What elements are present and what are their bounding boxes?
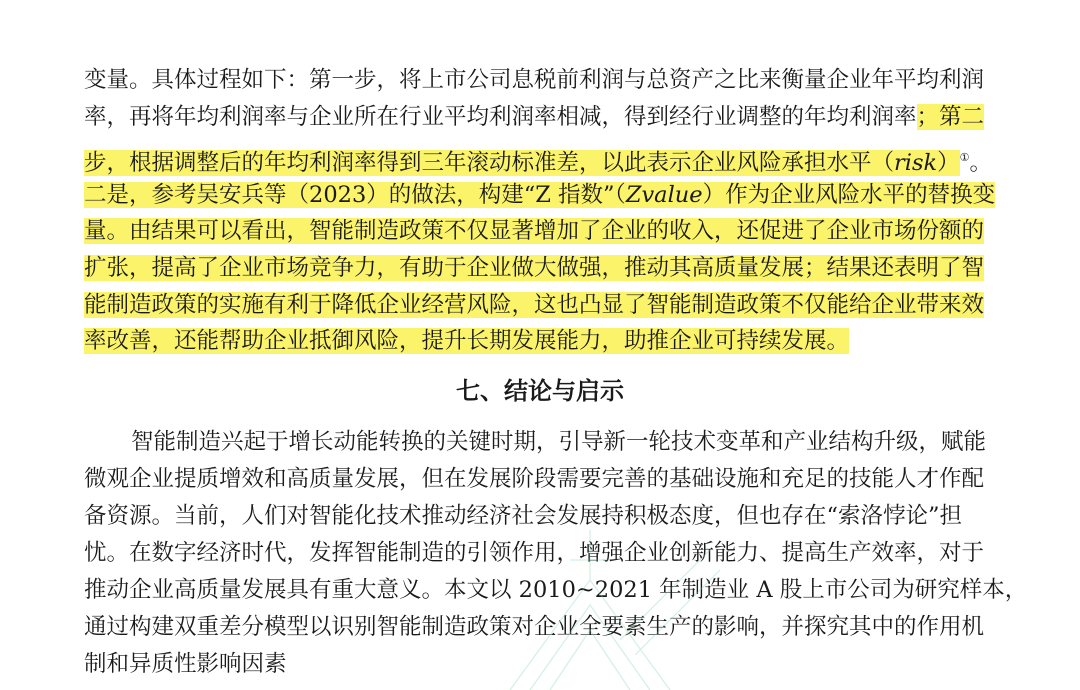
para1-line1: 变量。具体过程如下：第一步，将上市公司息税前利润与总资产之比来衡量企业年平均利润 — [84, 67, 985, 93]
para2-line5: 推动企业高质量发展具有重大意义。本文以 2010~2021 年制造业 A 股上市公司为研究样本， — [84, 577, 1028, 603]
highlight-segment: 能制造政策的实施有利于降低企业经营风险，这也凸显了智能制造政策不仅能给企业带来效 — [84, 292, 985, 318]
para2-line2: 微观企业提质增效和高质量发展，但在发展阶段需要完善的基础设施和充足的技能人才作配 — [84, 466, 985, 492]
highlight-segment — [84, 150, 960, 176]
para1-line7 — [84, 287, 985, 323]
para1-line6 — [84, 250, 985, 286]
zvalue-variable: Zvalue — [625, 182, 703, 208]
para1-line3-paren: ） — [937, 150, 960, 176]
para2-line7: 制和异质性影响因素 — [84, 651, 287, 677]
para2-line3: 备资源。当前，人们对智能化技术推动经济社会发展持积极态度，但也存在“索洛悖论”担 — [84, 503, 963, 529]
para1-line4 — [84, 177, 996, 213]
highlight-segment — [84, 182, 995, 208]
para1-line3-text: 步，根据调整后的年均利润率得到三年滚动标准差，以此表示企业风险承担水平（ — [84, 150, 895, 176]
para1-line3-end: 。 — [969, 150, 993, 176]
risk-variable: risk — [894, 150, 938, 176]
para1-line2-text: 率，再将年均利润率与企业所在行业平均利润率相减，得到经行业调整的年均利润率 — [84, 104, 917, 130]
footnote-marker[interactable]: ① — [959, 151, 970, 164]
section-heading: 七、结论与启示 — [456, 377, 624, 405]
para1-line4-text: 二是，参考吴安兵等（2023）的做法，构建“Z 指数”（ — [84, 182, 626, 208]
para1-line3 — [84, 140, 993, 176]
para1-line2 — [84, 99, 985, 135]
highlight-segment: 量。由结果可以看出，智能制造政策不仅显著增加了企业的收入，还促进了企业市场份额的 — [84, 218, 985, 244]
para2-line6: 通过构建双重差分模型以识别智能制造政策对企业全要素生产的影响，并探究其中的作用机 — [84, 614, 985, 640]
para1-line5 — [84, 213, 985, 249]
highlight-segment: 扩张，提高了企业市场竞争力，有助于企业做大做强，推动其高质量发展；结果还表明了智 — [84, 255, 985, 281]
para1-line4-text-b: ）作为企业风险水平的替换变 — [702, 182, 996, 208]
watermark-graphic — [470, 520, 730, 690]
para1-line8 — [84, 323, 952, 359]
highlight-segment: ；第二 — [916, 104, 985, 130]
para2-line4: 忧。在数字经济时代，发挥智能制造的引领作用，增强企业创新能力、提高生产效率，对于 — [84, 540, 985, 566]
highlight-segment: 率改善，还能帮助企业抵御风险，提升长期发展能力，助推企业可持续发展。 — [84, 328, 850, 354]
para2-line1: 智能制造兴起于增长动能转换的关键时期，引导新一轮技术变革和产业结构升级，赋能 — [131, 429, 987, 455]
